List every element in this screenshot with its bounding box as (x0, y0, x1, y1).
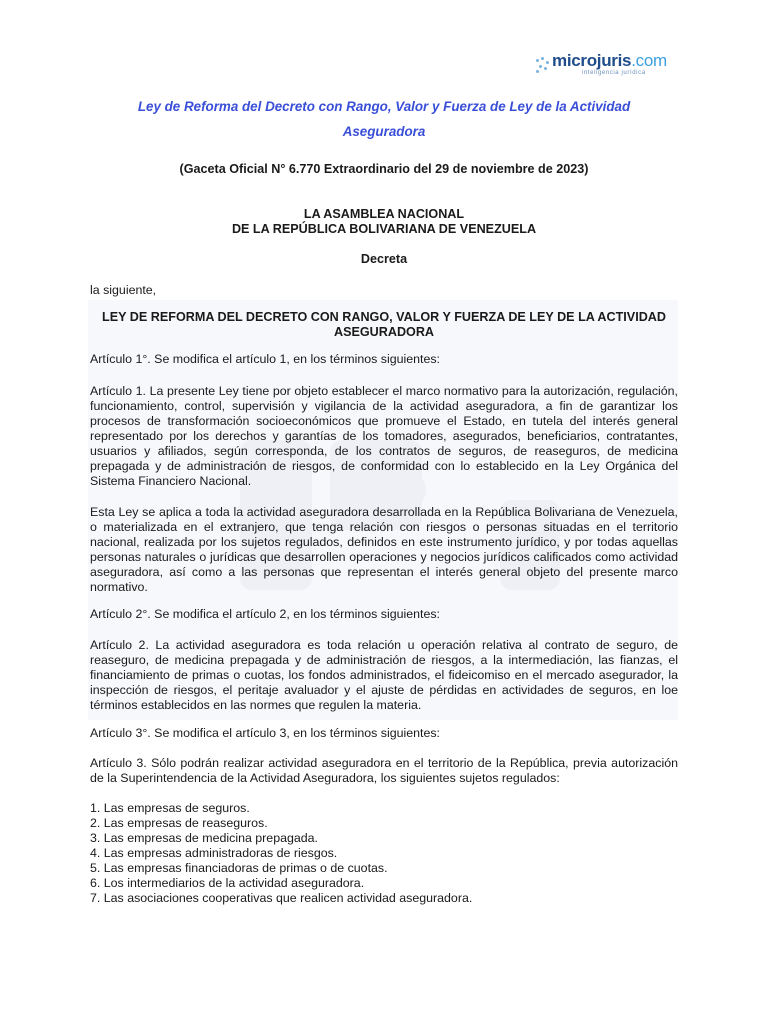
article-1-paragraph-1: Artículo 1. La presente Ley tiene por objeto establecer el marco normativo para la autorización, regulación, funcionamiento, control, supervisión y vigilancia de la actividad aseguradora, a fin de garantizar los procesos de transformación socioeconómicos que promueve el Estado, en tutela del interés general representado por los derechos y garantías de los tomadores, asegurados, beneficiarios, contratantes, usuarios y afiliados, según corresponda, de los contratos de seguros, de reaseguros, de medicina prepagada y de administración de riesgos, de conformidad con lo establecido en la Ley Orgánica del Sistema Financiero Nacional. (90, 384, 678, 488)
list-item: 5. Las empresas financiadoras de primas o de cuotas. (90, 861, 388, 875)
issuer-line-1: LA ASAMBLEA NACIONAL (303, 207, 465, 221)
list-item: 4. Las empresas administradoras de riesgos. (90, 846, 338, 860)
decreta-heading: Decreta (360, 252, 408, 266)
logo-dots-icon (536, 55, 550, 73)
list-item: 7. Las asociaciones cooperativas que realicen actividad aseguradora. (90, 891, 473, 905)
article-1-intro: Artículo 1°. Se modifica el artículo 1, en los términos siguientes: (90, 352, 440, 366)
document-title: Ley de Reforma del Decreto con Rango, Valor y Fuerza de Ley de la Actividad Aseguradora (137, 99, 631, 139)
gazette-reference: (Gaceta Oficial N° 6.770 Extraordinario del 29 de noviembre de 2023) (179, 162, 589, 176)
intro-text: la siguiente, (90, 283, 157, 297)
article-1-paragraph-2: Esta Ley se aplica a toda la actividad aseguradora desarrollada en la República Bolivariana de Venezuela, o materializada en el extranjero, que tenga relación con riesgos o personas situadas en el territorio nacional, realizada por los sujetos regulados, definidos en este instrumento jurídico, y por todas aquellas personas naturales o jurídicas que desarrollen operaciones y negocios jurídicos calificados como actividad aseguradora, así como a las personas que representan el interés general objeto del presente marco normativo. (90, 505, 678, 594)
logo-tagline: inteligencia jurídica (582, 70, 646, 76)
article-2-paragraph-1: Artículo 2. La actividad aseguradora es toda relación u operación relativa al contrato de seguro, de reaseguro, de medicina prepagada y de administración de riesgos, a la intermediación, las fianzas, el financiamiento de primas o cuotas, los fondos administrados, el fideicomiso en el mercado asegurador, la inspección de riesgos, el peritaje avaluador y el ajuste de pérdidas en actividades de seguros, en loe términos establecidos en las normes que regulen la materia. (90, 638, 678, 712)
logo-wordmark: microjuris.com (552, 51, 667, 70)
list-item: 2. Las empresas de reaseguros. (90, 816, 268, 830)
article-3-paragraph-1: Artículo 3. Sólo podrán realizar actividad aseguradora en el territorio de la República, previa autorización de la Superintendencia de la Actividad Aseguradora, los siguientes sujetos regulados: (90, 756, 678, 785)
law-heading: LEY DE REFORMA DEL DECRETO CON RANGO, VALOR Y FUERZA DE LEY DE LA ACTIVIDAD ASEGURADORA (102, 310, 666, 339)
microjuris-logo[interactable] (536, 52, 676, 78)
article-3-intro: Artículo 3°. Se modifica el artículo 3, en los términos siguientes: (90, 726, 440, 740)
list-item: 3. Las empresas de medicina prepagada. (90, 831, 318, 845)
issuer-line-2: DE LA REPÚBLICA BOLIVARIANA DE VENEZUELA (231, 222, 537, 236)
list-item: 6. Los intermediarios de la actividad aseguradora. (90, 876, 365, 890)
article-2-intro: Artículo 2°. Se modifica el artículo 2, en los términos siguientes: (90, 607, 440, 621)
list-item: 1. Las empresas de seguros. (90, 801, 250, 815)
